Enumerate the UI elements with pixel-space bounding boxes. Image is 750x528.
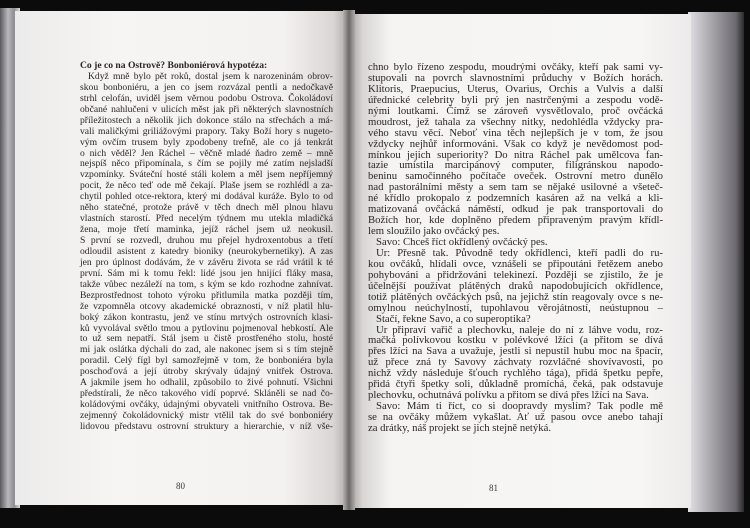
text-line: strhl celofán, uviděl jsem věrnou podobu Ostrova. Čokoládoví xyxy=(80,92,333,104)
left-page-text xyxy=(80,61,333,433)
text-line: vali maličkými griliážovými prapory. Taky Boží hory s nugeto- xyxy=(80,125,333,137)
text-line: omylnou neúchylností, tupohlavou věrojátností, neústupnou – xyxy=(368,301,663,314)
text-line: za drátky, náš projekt se jich stejně netýká. xyxy=(368,421,552,434)
text-line: že vzpomněla otcovy akademické obraznosti, v níž platil hlu- xyxy=(80,300,333,312)
text-line: lem sloužilo jako ovčácký pes. xyxy=(368,225,500,238)
text-line: né křídlo prokopalo z podzemních kasáren až na velká a kli- xyxy=(368,192,663,205)
text-line: vého stavu věcí. Neboť vina těch nejlepších je v tom, že jsou xyxy=(368,126,663,139)
text-line: Když mně bylo pět roků, dostal jsem k narozeninám obrov- xyxy=(88,70,333,82)
text-line: pocit, že něco teď ode mě čekají. Plaše jsem se rozhlédl a za- xyxy=(80,180,333,192)
text-line: stupovali na povrch slavnostními průduchy v Božích horách. xyxy=(368,71,663,84)
text-line: jen pro úplnost dodávám, že v závěru života se rád vrátil k té xyxy=(80,256,333,268)
right-page-text xyxy=(368,62,663,434)
text-line: Božích hor, kde doplněno předem připraveným pravým křídl- xyxy=(368,214,663,227)
book-page-left xyxy=(15,11,350,505)
text-line: se na ovčáky můžem vykašlat. Ať už pasou ovce anebo tahají xyxy=(368,411,663,423)
text-line: přidá čtyři špetky soli, důkladně promíchá, čeká, pak odstavuje xyxy=(368,378,663,391)
text-line: boký zákon kontrastu, jenž ve stínu mrtvých ostrovních klasi- xyxy=(80,311,333,323)
text-line: takže vůbec nezáleží na tom, s kým se kdo rozhodne zahnívat. xyxy=(80,278,333,290)
text-line: nejspíš něco připomínala, s čím se pojily mé zatím nejsladší xyxy=(80,158,333,170)
text-line: Klitoris, Praepucius, Uterus, Ovarius, Orchis a Vulvis a další xyxy=(368,82,663,95)
text-line: mínkou jejich superiority? Do nitra Ráchel pak umělcova fan- xyxy=(368,148,663,161)
text-line: Ur: Přesně tak. Původně tedy okřídlenci, kteří padli do ru- xyxy=(376,246,663,259)
text-line: poradil. Celý fígl byl samozřejmě v tom, že bonboniéra byla xyxy=(80,355,333,367)
text-line: Savo: Chceš říct okřídlený ovčácký pes. xyxy=(376,236,548,248)
text-line: pohybováni a přidržováni telekinezí. Později se zjistilo, že je xyxy=(368,268,663,281)
text-line: úřednické celebrity byli prý jen nastrčenými a zespodu vodě- xyxy=(368,93,663,106)
book-page-right xyxy=(349,14,691,508)
text-line: nichž vždy následuje šťouch rychlého tága), přidá špetku pepře, xyxy=(368,367,663,380)
text-line: lidovou představu ostrovní struktury a hierarchie, v níž vše- xyxy=(80,420,333,432)
text-line: skou bonboniéru, a jen co jsem rozvázal pentli a nedočkavě xyxy=(80,81,333,93)
text-line: chytil pohled otce-rektora, který mi dodával kuráže. Bylo to od xyxy=(80,191,333,203)
text-line: Bezprostřednost tohoto výroku přitlumila matka později tím, xyxy=(80,289,333,301)
text-line: něho statečné, protože právě v těch dnech měl plnou hlavu xyxy=(80,202,333,214)
text-line: Savo: Mám ti říct, co si doopravdy myslím? Tak podle mě xyxy=(376,400,663,413)
section-heading: Co je co na Ostrově? Bonboniérová hypotéza: xyxy=(80,60,268,71)
text-line: to už sem nepatří. Stál jsem u čistě prostřeného stolu, hosté xyxy=(80,333,333,345)
text-line: nými loutkami. Čímž se zároveň vysvětlovalo, proč ovčácká xyxy=(368,104,663,117)
text-line: ků vyvolával světlo tmou a pytlovinu pojmenoval hebkostí. Ale xyxy=(80,322,333,334)
text-line: matizovaná ovčácká náměstí, odkud je pak transportovali do xyxy=(368,203,663,216)
text-line: vým ovčím trusem byly zpodobeny trefně, ale co já tenkrát xyxy=(80,136,333,148)
text-line: zejmenný čokoládovnický mistr vtělil tak do své bonboniéry xyxy=(80,410,333,421)
text-line: Ur připraví vařič a plechovku, naleje do ní z láhve vodu, roz- xyxy=(376,323,663,336)
text-line: plechovku, ochutnává polívku a přitom se dívá přes lžíci na Sava. xyxy=(368,389,649,402)
page-stack-right xyxy=(688,12,744,512)
text-line: totiž plátěných ovčáckých psů, na jejichž stín reagovaly ovce s ne- xyxy=(368,290,663,303)
text-line: předstírali, že něco takového vidí poprvé. Skláněli se nad čo- xyxy=(80,388,333,400)
text-line: beninu samočinného počítače oveček. Ostrovní metro dunělo xyxy=(368,170,663,183)
text-line: mi jak oslátka dýchali do zad, ale nakonec jsem si s tím stejně xyxy=(80,344,333,356)
text-line: občané nahlučeni v ulicích měst jak při některých slavnostních xyxy=(80,103,333,115)
text-line: žena, moje třetí maminka, jejíž ráchel jsem už neokusil. xyxy=(80,224,333,236)
text-line: přes lžíci na Sava a uvažuje, jestli si nepustil hubu moc na špacír, xyxy=(368,345,663,358)
page-number-left: 80 xyxy=(176,481,185,491)
text-line: moudrost, jež tahala za všechny nitky, nedohlédla vždycky pra- xyxy=(368,115,663,128)
text-line: koládovými ovčáky, údajnými obyvateli vnitřního Ostrova. Be- xyxy=(80,399,333,411)
text-line: S první se rozvedl, druhou mu přejel hydroxentobus a třetí xyxy=(80,235,333,246)
text-line: chno bylo řízeno zespodu, moudrými ovčáky, kteří pak sami vy- xyxy=(368,61,663,73)
text-line: nad pastorálními městy a sem tam se nějaké usilovné a všeteč- xyxy=(368,181,663,194)
text-line: tazie umístila marcipánový computer, filigránskou napodo- xyxy=(368,159,663,172)
text-line: mačká polívkovou kostku v polévkové lžíci (a přitom se dívá xyxy=(368,334,663,347)
text-line: příležitostech a několik jich dokonce stálo na střechách a má- xyxy=(80,114,333,126)
page-number-right: 81 xyxy=(489,483,498,493)
text-line: odloudil asistent z katedry bioniky (neurokybernetiky). A zas xyxy=(80,245,333,257)
text-line: A jakmile jsem ho odhalil, způsobilo to živé pohnutí. Všichni xyxy=(80,377,333,389)
text-line: kou ovčáků, hlídali ovce, vznášeli se připoutáni řetězem anebo xyxy=(368,257,663,270)
text-line: vždycky nejhůř informováni. Však co když je nevědomost pod- xyxy=(368,137,663,150)
text-line: Stačí, řekne Savo, a co superoptika? xyxy=(376,312,531,325)
text-line: první. Sám mi k tomu řekl: lidé jsou jen hnijící fláky masa, xyxy=(80,267,333,279)
book-gutter xyxy=(343,10,355,510)
text-line: o nich věděl? Jen Ráchel – věčně mladé ňadro země – mně xyxy=(80,147,333,159)
text-line: vlastních starostí. Před necelým týdnem mu utekla mladičká xyxy=(80,213,333,225)
text-line: vzpomínky. Sváteční hosté stáli kolem a měl jsem nepříjemný xyxy=(80,169,333,181)
text-line: už přece zná ty Savovy záchvaty rozvláčné shovívavosti, po xyxy=(368,356,663,369)
text-line: účelnější používat plátěných draků napodobujících okřídlence, xyxy=(368,279,663,292)
text-line: poschoďová a její útroby skrývaly údajný vnitřek Ostrova. xyxy=(80,366,333,378)
